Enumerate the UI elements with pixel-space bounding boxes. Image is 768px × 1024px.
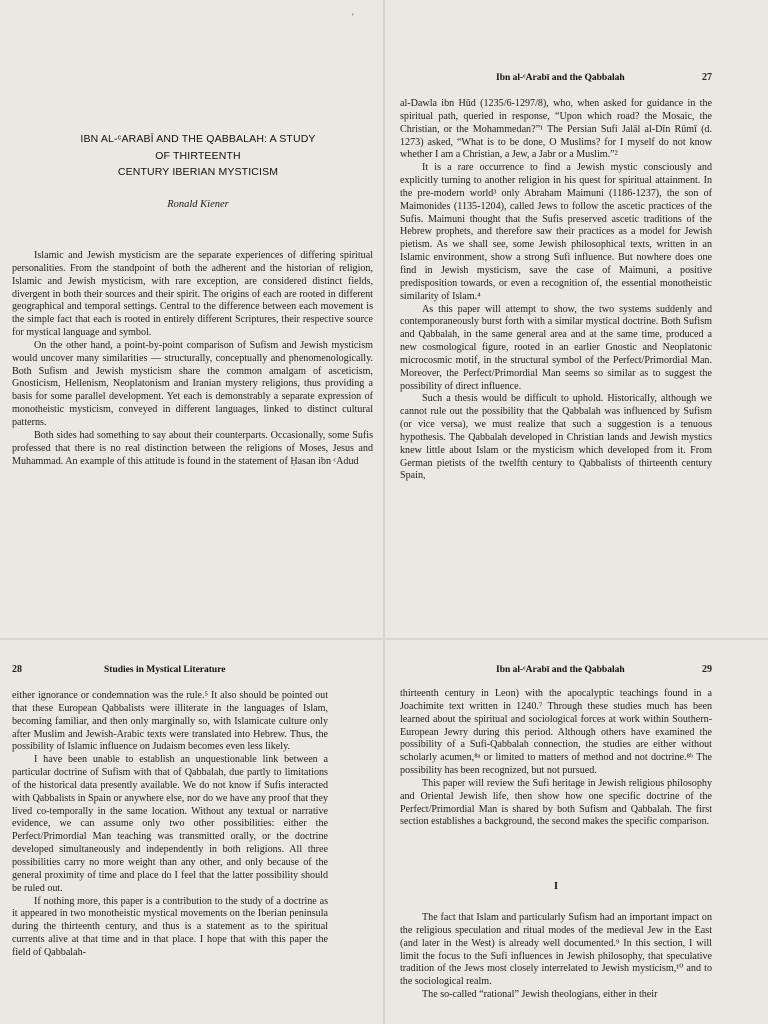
page-divider [0,638,768,640]
article-title-line-1: IBN AL-ᶜARABĪ AND THE QABBALAH: A STUDY [80,133,316,145]
page-gutter [383,0,385,1024]
paragraph: Islamic and Jewish mysticism are the separate experiences of differing spiritual personalities. From the standpoint of both the adherent and the historian of religion, Islamic and Jewish mysticism, with rare exception, are considered distinct fields, divergent in both their sources and their spirit. The origins of each are rooted in different geographical and temporal settings. Central to the difference between each movement is the simple fact that each is rooted in entirely different Scriptures, their respective source for mystical language and symbol. [12,250,373,339]
paragraph: This paper will review the Sufi heritage in Jewish religious philosophy and Oriental Jewish life, then show how one specific doctrine of the Perfect/Primordial Man is shared by both Sufism and Qabbalah. The first section establishes a background, the second makes the specific comparison. [400,777,712,828]
paragraph: It is a rare occurrence to find a Jewish mystic consciously and explicitly turning to another religion in his quest for spiritual attainment. In the pre-modern world³ only Abraham Maimuni (1186-1237), the son of Maimonides (1135-1204), called Jews to follow the ascetic practices of the Sufis. Maimuni thought that the Sufis preserved ascetic traditions of the Hebrew prophets, and therefore saw their practices as a model for Jewish pietism. As we shall see, some Jewish philosophical texts, written in an Islamic environment, show a strong Sufi influence. But nowhere does one find in Jewish mysticism, save the case of Maimuni, a positive predisposition towards, or even a recognition of, the essential monotheistic similarity of Islam.⁴ [400,162,712,302]
page-number: 27 [702,72,712,83]
page-29 [384,640,768,1024]
page-number: 28 [12,664,22,675]
paragraph: On the other hand, a point-by-point comparison of Sufism and Jewish mysticism would uncover many similarities — structurally, conceptually and phenomenologically. Both Sufism and Jewish mysticism share the common amalgam of asceticism, Gnosticism, Hellenism, Neoplatonism and Iranian mystery religions, thus providing a basis for some parallel development. Yet each is demonstrably a separate expression of monotheistic mysticism, conveyed in different languages, linked to distinct cultural patterns. [12,339,373,428]
running-head: Ibn al-ᶜArabī and the Qabbalah [496,665,625,675]
page-article-opening [0,0,384,640]
paragraph: The fact that Islam and particularly Sufism had an important impact on the religious speculation and ritual modes of the medieval Jew in the East (and later in the West) is already well documented.⁹ In this section, I will limit the focus to the Sufi influences in Jewish philosophy, that speculative tradition of the Jews most closely interrelated to Jewish mysticism,¹⁰ and to the sociological realm. [400,912,712,988]
paragraph: I have been unable to establish an unquestionable link between a particular doctrine of Sufism with that of Qabbalah, due partly to limitations of the historical data presently available. We do not know if Sufis interacted with Qabbalists in Spain or anywhere else, nor do we have any proof that they lived co-temporally in the same location. Without any textual or narrative evidence, we can assume only two other possibilities: either the Perfect/Primordial Man teaching was transmitted orally, or the doctrine developed simultaneously and independently in both religions. All three possibilities carry no more weight than any other, and only because of the general proximity of time and place do I feel that the latter possibility should be ruled out. [12,754,328,894]
article-title [30,131,366,181]
page-number: 29 [702,664,712,675]
paragraph: al-Dawla ibn Hūd (1235/6-1297/8), who, when asked for guidance in the spiritual path, queried in response, “Upon which road? the Mosaic, the Christian, or the Mohammedan?”¹ The Persian Sufi Jalāl al-Dīn Rūmī (d. 1273) asked, “What is to be done, O Muslims? for I myself do not know whether I am a Christian, a Jew, a Jabr or a Muslim.”² [400,98,712,161]
body-column [400,688,712,829]
author-name: Ronald Kiener [167,199,229,210]
article-title-line-2: OF THIRTEENTH [155,149,241,162]
body-column [12,250,373,468]
section-numeral: I [553,880,559,892]
scan-speck: ' [352,12,354,22]
paragraph: As this paper will attempt to show, the two systems suddenly and contemporaneously burst forth with a similar mystical doctrine. Both Sufism and Qabbalah, in the same general area and at the same time, produced a new cosmological figure, rooted in an earlier Gnostic and Neoplatonic microcosmic motif, in the structural symbol of the Perfect/Primordial Man. Moreover, the Perfect/Primordial Man seems so similar as to suggest the possibility of direct influence. [400,303,712,392]
running-head: Studies in Mystical Literature [104,665,226,675]
page-27 [384,0,768,640]
body-column [400,98,712,483]
paragraph: thirteenth century in Leon) with the apocalyptic teachings found in a Joachimite text written in 1240.⁷ Through these studies much has been learned about the spiritual and sociological forces at work within Southern-European Jewry during this period. Although others have examined the possibility of a Sufi-Qabbalah connection, the studies are either without scholarly acumen,⁸ᵃ or limited to matters of method and not doctrine.⁸ᵇ The possibility has been recognized, but not pursued. [400,688,712,777]
body-column [12,690,328,960]
paragraph: Both sides had something to say about their counterparts. Occasionally, some Sufis professed that there is no real distinction between the religions of Moses, Jesus and Muhammad. An example of this attitude is found in the statement of Ḥasan ibn ᶜAdud [12,429,373,467]
page-28 [0,640,384,1024]
paragraph: either ignorance or condemnation was the rule.⁵ It also should be pointed out that these European Qabbalists were illiterate in the languages of Islam, becoming familiar, and then only marginally so, with Islamicate culture only after Muslim and Jewish-Arabic texts were translated into Hebrew. Thus, the possibility of Islamic influence on Judaism becomes even less likely. [12,690,328,753]
paragraph: If nothing more, this paper is a contribution to the study of a doctrine as it appeared in two monotheistic mystical movements on the Iberian peninsula during the thirteenth century, and thus is a statement as to the spiritual currents alive at that time and in that place. I hope that with this paper the field of Qabbalah- [12,895,328,958]
article-title-line-3: CENTURY IBERIAN MYSTICISM [117,166,279,178]
paragraph: Such a thesis would be difficult to uphold. Historically, although we cannot rule out the possibility that the Qabbalah was influenced by Sufism (or vice versa), we must realize that such a suggestion is a tenuous hypothesis. The Qabbalah developed in Christian lands and Jewish mystics knew little about Islam or the mysticism which developed from it. From German pietists of the twelfth century to Qabbalists of thirteenth century Spain, [400,393,712,482]
paragraph: The so-called “rational” Jewish theologians, either in their [422,989,658,1001]
body-column [400,912,712,1002]
running-head: Ibn al-ᶜArabī and the Qabbalah [496,73,625,83]
